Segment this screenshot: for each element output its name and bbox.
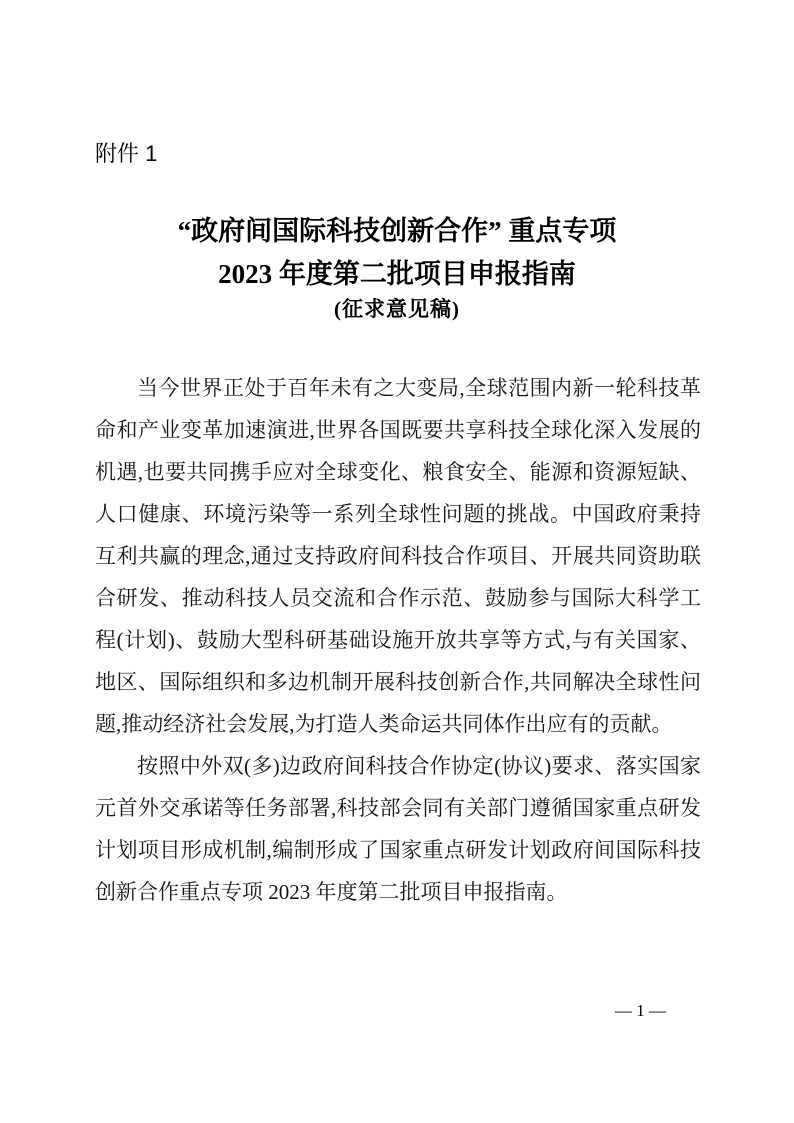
title-line-1: “政府间国际科技创新合作” 重点专项: [177, 216, 617, 246]
attachment-label: 附件 1: [95, 141, 158, 166]
title-line-2: 2023 年度第二批项目申报指南: [218, 259, 576, 289]
page-number: — 1 —: [615, 1001, 666, 1020]
document-body: [95, 367, 701, 913]
paragraph-1: 当今世界正处于百年未有之大变局,全球范围内新一轮科技革命和产业变革加速演进,世界各国既要共享科技全球化深入发展的机遇,也要共同携手应对全球变化、粮食安全、能源和资源短缺、人口健康、环境污染等一系列全球性问题的挑战。中国政府秉持互利共赢的理念,通过支持政府间科技合作项目、开展共同资助联合研发、推动科技人员交流和合作示范、鼓励参与国际大科学工程(计划)、鼓励大型科研基础设施开放共享等方式,与有关国家、地区、国际组织和多边机制开展科技创新合作,共同解决全球性问题,推动经济社会发展,为打造人类命运共同体作出应有的贡献。: [95, 376, 701, 736]
document-subtitle: (征求意见稿): [334, 297, 460, 321]
document-title: [0, 210, 794, 296]
paragraph-2: 按照中外双(多)边政府间科技合作协定(协议)要求、落实国家元首外交承诺等任务部署,科技部会同有关部门遵循国家重点研发计划项目形成机制,编制形成了国家重点研发计划政府间国际科技创新合作重点专项 2023 年度第二批项目申报指南。: [95, 754, 701, 904]
